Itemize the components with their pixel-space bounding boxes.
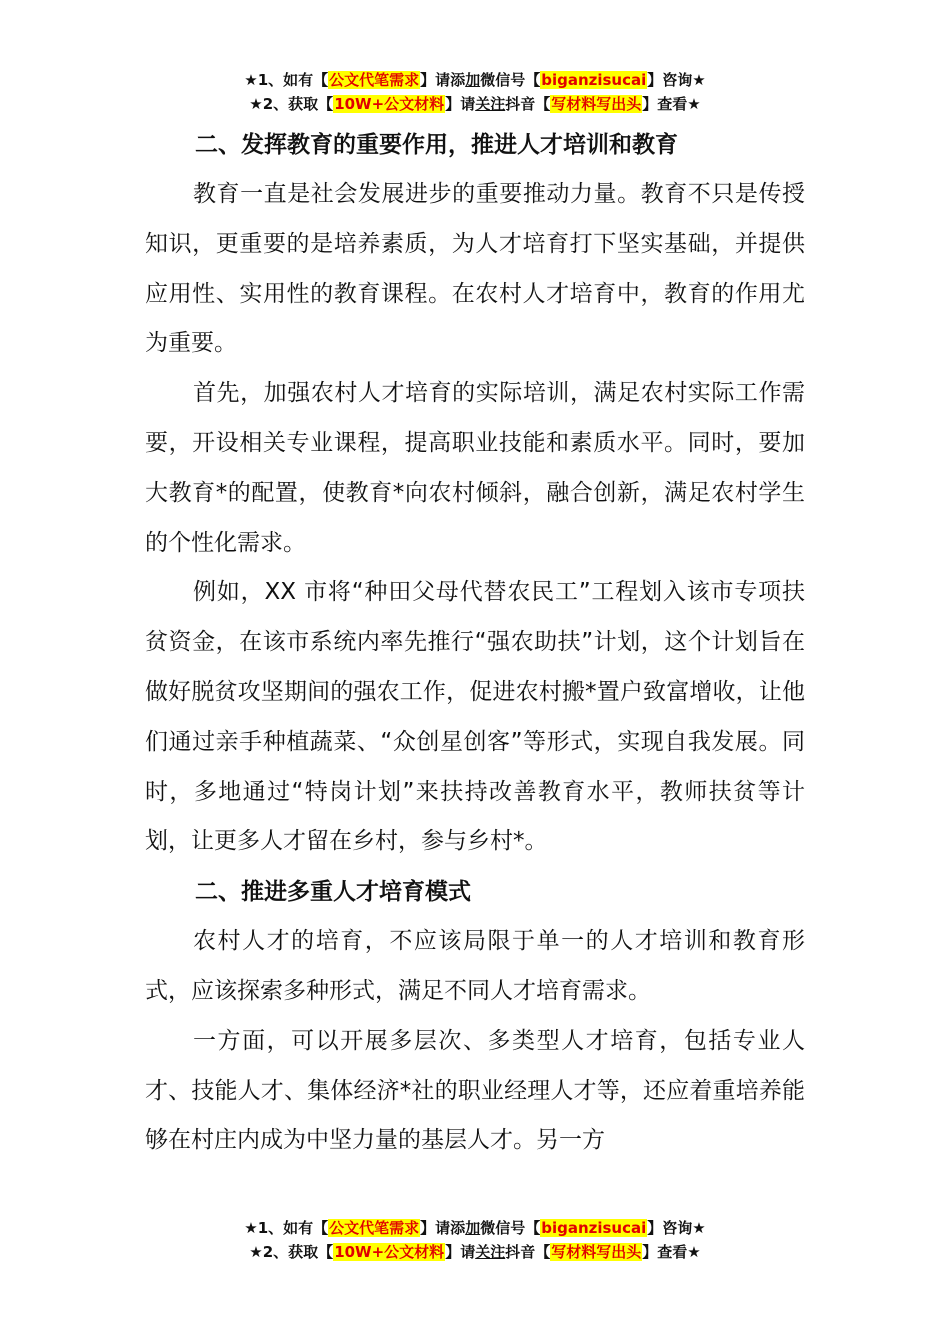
paragraph: 一方面，可以开展多层次、多类型人才培育，包括专业人才、技能人才、集体经济*社的职业经理人才等，还应着重培养能够在村庄内成为中坚力量的基层人才。另一方 <box>145 1027 805 1154</box>
banner-line-1 <box>0 1216 950 1240</box>
banner-text: 抖音【 <box>505 1243 551 1261</box>
banner-text: ★1、如有【 <box>244 71 329 89</box>
paragraph: 首先，加强农村人才培育的实际培训，满足农村实际工作需要，开设相关专业课程，提高职业技能和素质水平。同时，要加大教育*的配置，使教育*向农村倾斜，融合创新，满足农村学生的个性化需求。 <box>145 380 805 556</box>
banner-highlight: 10W+公文材料 <box>334 1243 445 1261</box>
banner-highlight: 10W+公文材料 <box>334 95 445 113</box>
banner-line-1 <box>0 68 950 92</box>
banner-highlight: 公文代笔需求 <box>329 1219 420 1237</box>
banner-text: 微信号【 <box>480 1219 541 1237</box>
banner-text: ★1、如有【 <box>244 1219 329 1237</box>
banner-underlined-text: 加 <box>465 1219 481 1237</box>
banner-text: 】咨询★ <box>647 1219 706 1237</box>
banner-douyin-account: 写材料写出头 <box>551 95 642 113</box>
banner-text: 】请 <box>445 95 476 113</box>
document-body <box>145 122 805 1166</box>
banner-wechat-id: biganzisucai <box>541 71 647 89</box>
banner-text: 】请添 <box>420 1219 466 1237</box>
banner-text: 微信号【 <box>480 71 541 89</box>
banner-underlined-text: 加 <box>465 71 481 89</box>
banner-line-2 <box>0 1240 950 1264</box>
section-heading: 二、推进多重人才培育模式 <box>195 879 471 906</box>
promo-banner-bottom <box>0 1216 950 1264</box>
paragraph: 教育一直是社会发展进步的重要推动力量。教育不只是传授知识，更重要的是培养素质，为人才培育打下坚实基础，并提供应用性、实用性的教育课程。在农村人才培育中，教育的作用尤为重要。 <box>145 181 805 357</box>
paragraph: 例如，XX 市将“种田父母代替农民工”工程划入该市专项扶贫资金，在该市系统内率先推行“强农助扶”计划，这个计划旨在做好脱贫攻坚期间的强农工作，促进农村搬*置户致富增收，让他们通过亲手种植蔬菜、“众创星创客”等形式，实现自我发展。同时，多地通过“特岗计划”来扶持改善教育水平，教师扶贫等计划，让更多人才留在乡村，参与乡村*。 <box>145 579 805 855</box>
banner-underlined-text: 关注 <box>475 95 506 113</box>
banner-text: ★2、获取【 <box>249 1243 334 1261</box>
section-heading: 二、发挥教育的重要作用，推进人才培训和教育 <box>195 132 678 158</box>
paragraph: 农村人才的培育，不应该局限于单一的人才培训和教育形式，应该探索多种形式，满足不同人才培育需求。 <box>145 928 805 1004</box>
banner-wechat-id: biganzisucai <box>541 1219 647 1237</box>
banner-text: 】查看★ <box>642 95 701 113</box>
banner-text: 】请 <box>445 1243 476 1261</box>
banner-text: 抖音【 <box>505 95 551 113</box>
banner-text: 】请添 <box>420 71 466 89</box>
banner-underlined-text: 关注 <box>475 1243 506 1261</box>
promo-banner-top <box>0 68 950 116</box>
banner-douyin-account: 写材料写出头 <box>551 1243 642 1261</box>
banner-line-2 <box>0 92 950 116</box>
banner-text: 】查看★ <box>642 1243 701 1261</box>
banner-text: 】咨询★ <box>647 71 706 89</box>
banner-highlight: 公文代笔需求 <box>329 71 420 89</box>
banner-text: ★2、获取【 <box>249 95 334 113</box>
